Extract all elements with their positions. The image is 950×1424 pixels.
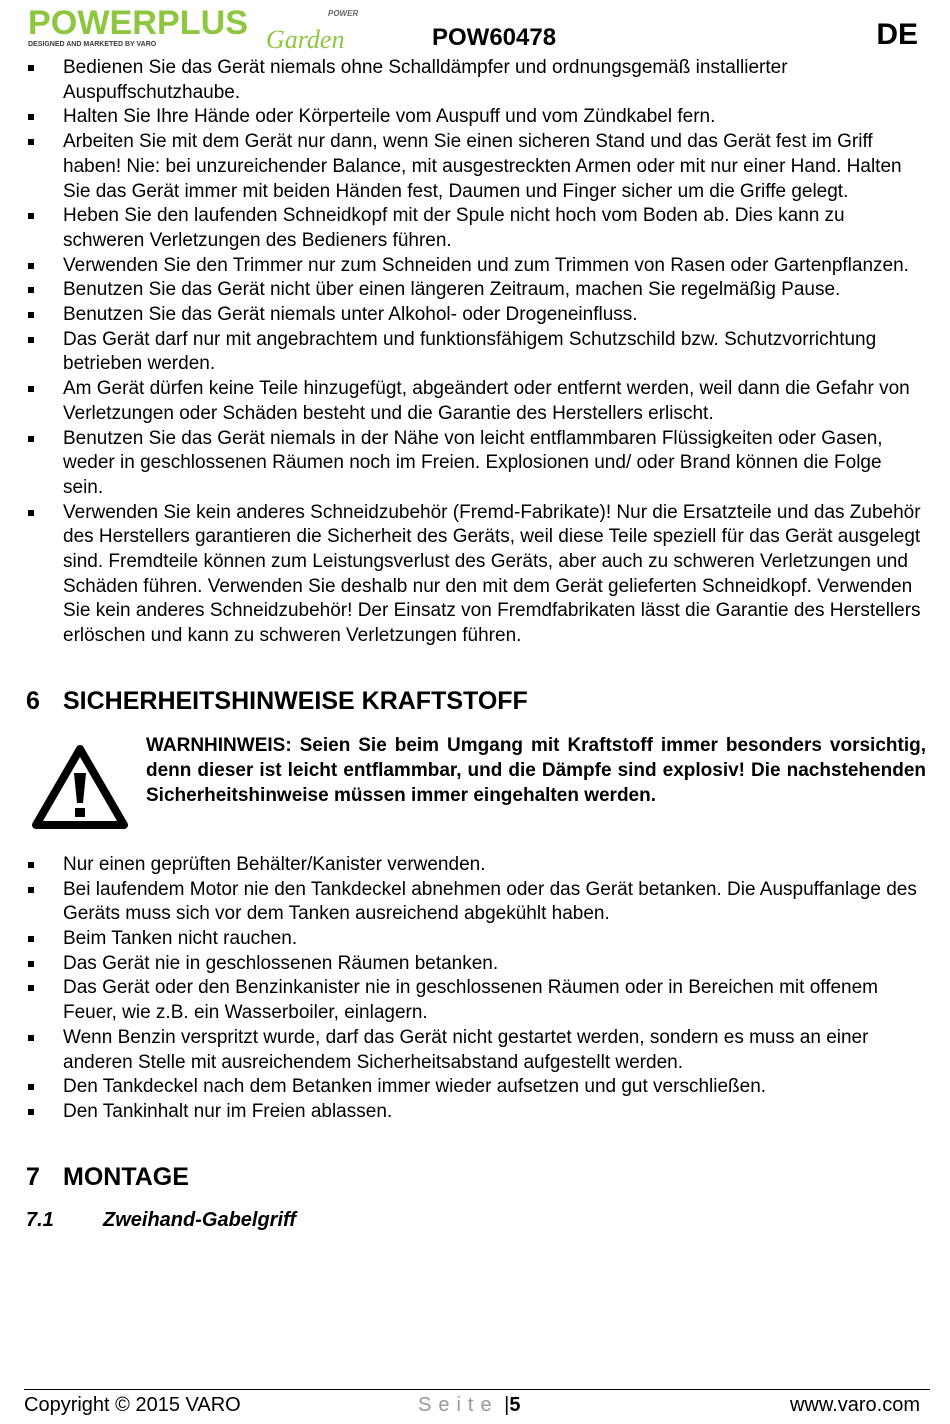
page-word: Seite — [418, 1394, 499, 1416]
list-item: Arbeiten Sie mit dem Gerät nur dann, wenn Sie einen sicheren Stand und das Gerät fest im Griff haben! Nie: bei unzureichender Balance, mit ausgestreckten Armen oder mit nur einer Hand. Halten Sie das Gerät immer mit beiden Händen fest, Daumen und Finger sicher um die Griffe gelegt. — [26, 130, 926, 204]
footer-divider — [24, 1389, 930, 1390]
section-title: SICHERHEITSHINWEISE KRAFTSTOFF — [63, 686, 528, 715]
bullet-icon — [28, 961, 34, 967]
section-heading-6 — [26, 683, 926, 719]
subsection-heading-7-1 — [26, 1205, 926, 1235]
logo-badge: POWER — [328, 9, 359, 18]
bullet-icon — [28, 213, 34, 219]
bullet-icon — [28, 287, 34, 293]
language-code: DE — [876, 18, 918, 51]
list-item: Benutzen Sie das Gerät niemals unter Alkohol- oder Drogeneinfluss. — [26, 303, 926, 328]
subsection-title: Zweihand-Gabelgriff — [103, 1208, 296, 1231]
bullet-icon — [28, 510, 34, 516]
warning-text: WARNHINWEIS: Seien Sie beim Umgang mit Kraftstoff immer besonders vorsichtig, denn dieser ist leicht entflammbar, und die Dämpfe sind explosiv! Die nachstehenden Sicherheitshinweise müssen immer eingehalten werden. — [146, 734, 926, 806]
bullet-icon — [28, 312, 34, 318]
bullet-icon — [28, 985, 34, 991]
page-content — [26, 56, 926, 1235]
list-item: Heben Sie den laufenden Schneidkopf mit der Spule nicht hoch vom Boden ab. Dies kann zu schweren Verletzungen des Bedieners führen. — [26, 204, 926, 253]
list-item: Bedienen Sie das Gerät niemals ohne Schalldämpfer und ordnungsgemäß installierter Auspuffschutzhaube. — [26, 56, 926, 105]
bullet-icon — [28, 862, 34, 868]
list-item: Nur einen geprüften Behälter/Kanister verwenden. — [26, 853, 926, 878]
page-header — [0, 0, 950, 60]
section-number: 6 — [26, 686, 40, 715]
logo-sub: Garden — [266, 25, 345, 50]
section-title: MONTAGE — [63, 1162, 189, 1191]
list-item: Wenn Benzin verspritzt wurde, darf das Gerät nicht gestartet werden, sondern es muss an einer anderen Stelle mit ausreichendem Sicherheitsabstand aufgestellt werden. — [26, 1026, 926, 1075]
logo-brand: POWERPLUS — [28, 4, 248, 42]
warning-triangle-icon — [32, 745, 128, 831]
bullet-icon — [28, 936, 34, 942]
list-item: Beim Tanken nicht rauchen. — [26, 927, 926, 952]
page-indicator — [418, 1394, 520, 1417]
page-footer — [24, 1394, 930, 1420]
list-item: Den Tankdeckel nach dem Betanken immer wieder aufsetzen und gut verschließen. — [26, 1075, 926, 1100]
website-link[interactable]: www.varo.com — [789, 1394, 920, 1416]
page-separator: | — [504, 1394, 510, 1416]
list-item: Das Gerät nie in geschlossenen Räumen betanken. — [26, 952, 926, 977]
list-item: Verwenden Sie den Trimmer nur zum Schneiden und zum Trimmen von Rasen oder Gartenpflanzen. — [26, 254, 926, 279]
list-item: Das Gerät oder den Benzinkanister nie in geschlossenen Räumen oder in Bereichen mit offenem Feuer, wie z.B. ein Wasserboiler, einlagern. — [26, 976, 926, 1025]
logo-tagline: DESIGNED AND MARKETED BY VARO — [28, 41, 157, 48]
section-number: 7 — [26, 1162, 40, 1191]
bullet-icon — [28, 65, 34, 71]
list-item: Benutzen Sie das Gerät nicht über einen längeren Zeitraum, machen Sie regelmäßig Pause. — [26, 278, 926, 303]
list-item: Benutzen Sie das Gerät niemals in der Nähe von leicht entflammbaren Flüssigkeiten oder Gasen, weder in geschlossenen Räumen noch im Freien. Explosionen und/ oder Brand können die Folge sein. — [26, 427, 926, 501]
warning-block — [26, 733, 926, 853]
bullet-icon — [28, 386, 34, 392]
bullet-list-top — [26, 56, 926, 649]
list-item: Bei laufendem Motor nie den Tankdeckel abnehmen oder das Gerät betanken. Die Auspuffanlage des Geräts muss sich vor dem Tanken ausreichend abgekühlt haben. — [26, 878, 926, 927]
bullet-icon — [28, 263, 34, 269]
list-item: Das Gerät darf nur mit angebrachtem und funktionsfähigem Schutzschild bzw. Schutzvorrichtung betrieben werden. — [26, 328, 926, 377]
bullet-icon — [28, 887, 34, 893]
bullet-icon — [28, 139, 34, 145]
section-heading-7 — [26, 1159, 926, 1195]
copyright-text: Copyright © 2015 VARO — [24, 1394, 241, 1416]
list-item: Halten Sie Ihre Hände oder Körperteile vom Auspuff und vom Zündkabel fern. — [26, 105, 926, 130]
list-item: Den Tankinhalt nur im Freien ablassen. — [26, 1100, 926, 1125]
bullet-list-fuel — [26, 853, 926, 1125]
list-item: Am Gerät dürfen keine Teile hinzugefügt, abgeändert oder entfernt werden, weil dann die Gefahr von Verletzungen oder Schäden besteht und die Garantie des Herstellers erlischt. — [26, 377, 926, 426]
subsection-number: 7.1 — [26, 1208, 54, 1231]
bullet-icon — [28, 114, 34, 120]
page-number: 5 — [509, 1394, 521, 1416]
list-item: Verwenden Sie kein anderes Schneidzubehör (Fremd-Fabrikate)! Nur die Ersatzteile und das Zubehör des Herstellers garantieren die Sicherheit des Geräts, weil diese Teile speziell für das Gerät ausgelegt sind. Fremdteile können zum Leistungsverlust des Geräts, aber auch zu schweren Verletzungen und Schäden führen. Verwenden Sie deshalb nur den mit dem Gerät gelieferten Schneidkopf. Verwenden Sie kein anderes Schneidzubehör! Der Einsatz von Fremdfabrikaten lässt die Garantie des Herstellers erlöschen und kann zu schweren Verletzungen führen. — [26, 501, 926, 649]
bullet-icon — [28, 337, 34, 343]
document-code: POW60478 — [432, 24, 557, 51]
bullet-icon — [28, 1109, 34, 1115]
bullet-icon — [28, 1084, 34, 1090]
powerplus-logo — [28, 4, 398, 50]
bullet-icon — [28, 1035, 34, 1041]
bullet-icon — [28, 436, 34, 442]
